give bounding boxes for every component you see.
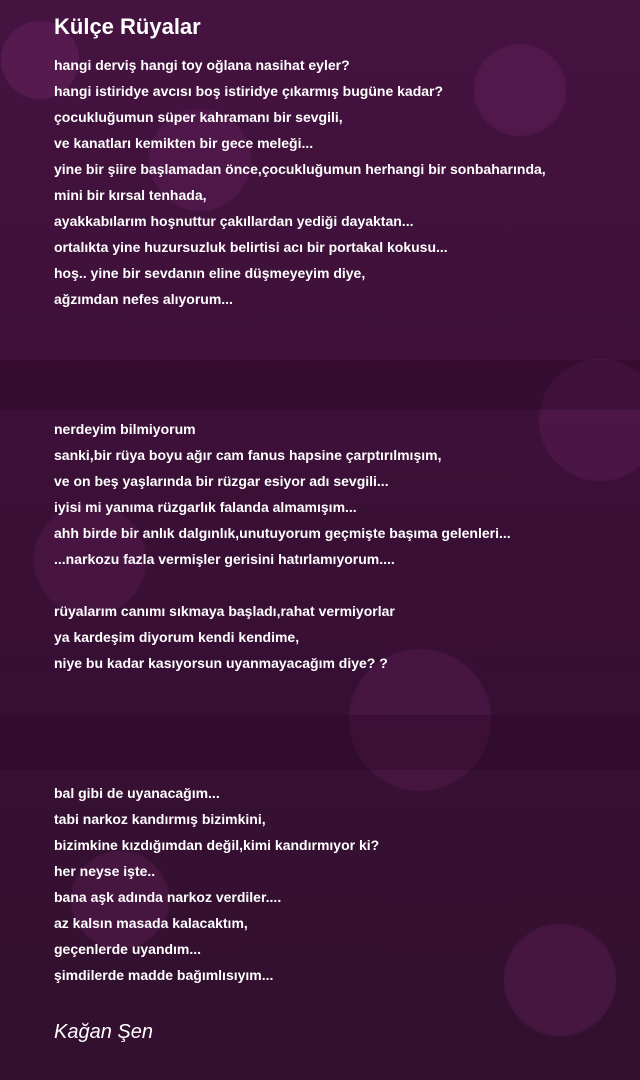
poem-line: geçenlerde uyandım... [54, 941, 202, 957]
poem-line: ve on beş yaşlarında bir rüzgar esiyor adı sevgili... [54, 473, 389, 489]
poem-line: her neyse işte.. [54, 863, 156, 879]
poem-line: hangi istiridye avcısı boş istiridye çıkarmış bugüne kadar? [54, 83, 444, 99]
poem-line: iyisi mi yanıma rüzgarlık falanda almamışım... [54, 499, 357, 515]
poem-line: ağzımdan nefes alıyorum... [54, 291, 233, 307]
stanza-1 [54, 52, 629, 312]
poem-body [54, 52, 629, 988]
poem-author: Kağan Şen [54, 1021, 153, 1043]
stanza-4 [54, 780, 629, 988]
poem-line: mini bir kırsal tenhada, [54, 187, 207, 203]
poem-line: tabi narkoz kandırmış bizimkini, [54, 811, 266, 827]
poem-line: bana aşk adında narkoz verdiler.... [54, 889, 282, 905]
poem-line: çocukluğumun süper kahramanı bir sevgili, [54, 109, 343, 125]
poem-line: ya kardeşim diyorum kendi kendime, [54, 629, 300, 645]
poem-line: şimdilerde madde bağımlısıyım... [54, 967, 274, 983]
poem-line: bizimkine kızdığımdan değil,kimi kandırmıyor ki? [54, 837, 380, 853]
poem-line: hangi derviş hangi toy oğlana nasihat eyler? [54, 57, 350, 73]
poem-line: ayakkabılarım hoşnuttur çakıllardan yediği dayaktan... [54, 213, 414, 229]
poem-line: yine bir şiire başlamadan önce,çocukluğumun herhangi bir sonbaharında, [54, 161, 546, 177]
poem-line: hoş.. yine bir sevdanın eline düşmeyeyim diye, [54, 265, 366, 281]
poem-line: rüyalarım canımı sıkmaya başladı,rahat vermiyorlar [54, 603, 395, 619]
poem-line: ve kanatları kemikten bir gece meleği... [54, 135, 314, 151]
poem-line: bal gibi de uyanacağım... [54, 785, 220, 801]
poem-line: ahh birde bir anlık dalgınlık,unutuyorum geçmişte başıma gelenleri... [54, 525, 511, 541]
poem-line: niye bu kadar kasıyorsun uyanmayacağım diye? ? [54, 655, 388, 671]
poem-line: ...narkozu fazla vermişler gerisini hatırlamıyorum.... [54, 551, 395, 567]
poem-line: az kalsın masada kalacaktım, [54, 915, 248, 931]
stanza-3 [54, 598, 629, 676]
poem-line: sanki,bir rüya boyu ağır cam fanus hapsine çarptırılmışım, [54, 447, 442, 463]
stanza-2 [54, 416, 629, 572]
poem-title: Külçe Rüyalar [54, 14, 201, 39]
poem-line: ortalıkta yine huzursuzluk belirtisi acı bir portakal kokusu... [54, 239, 448, 255]
poem-line: nerdeyim bilmiyorum [54, 421, 196, 437]
